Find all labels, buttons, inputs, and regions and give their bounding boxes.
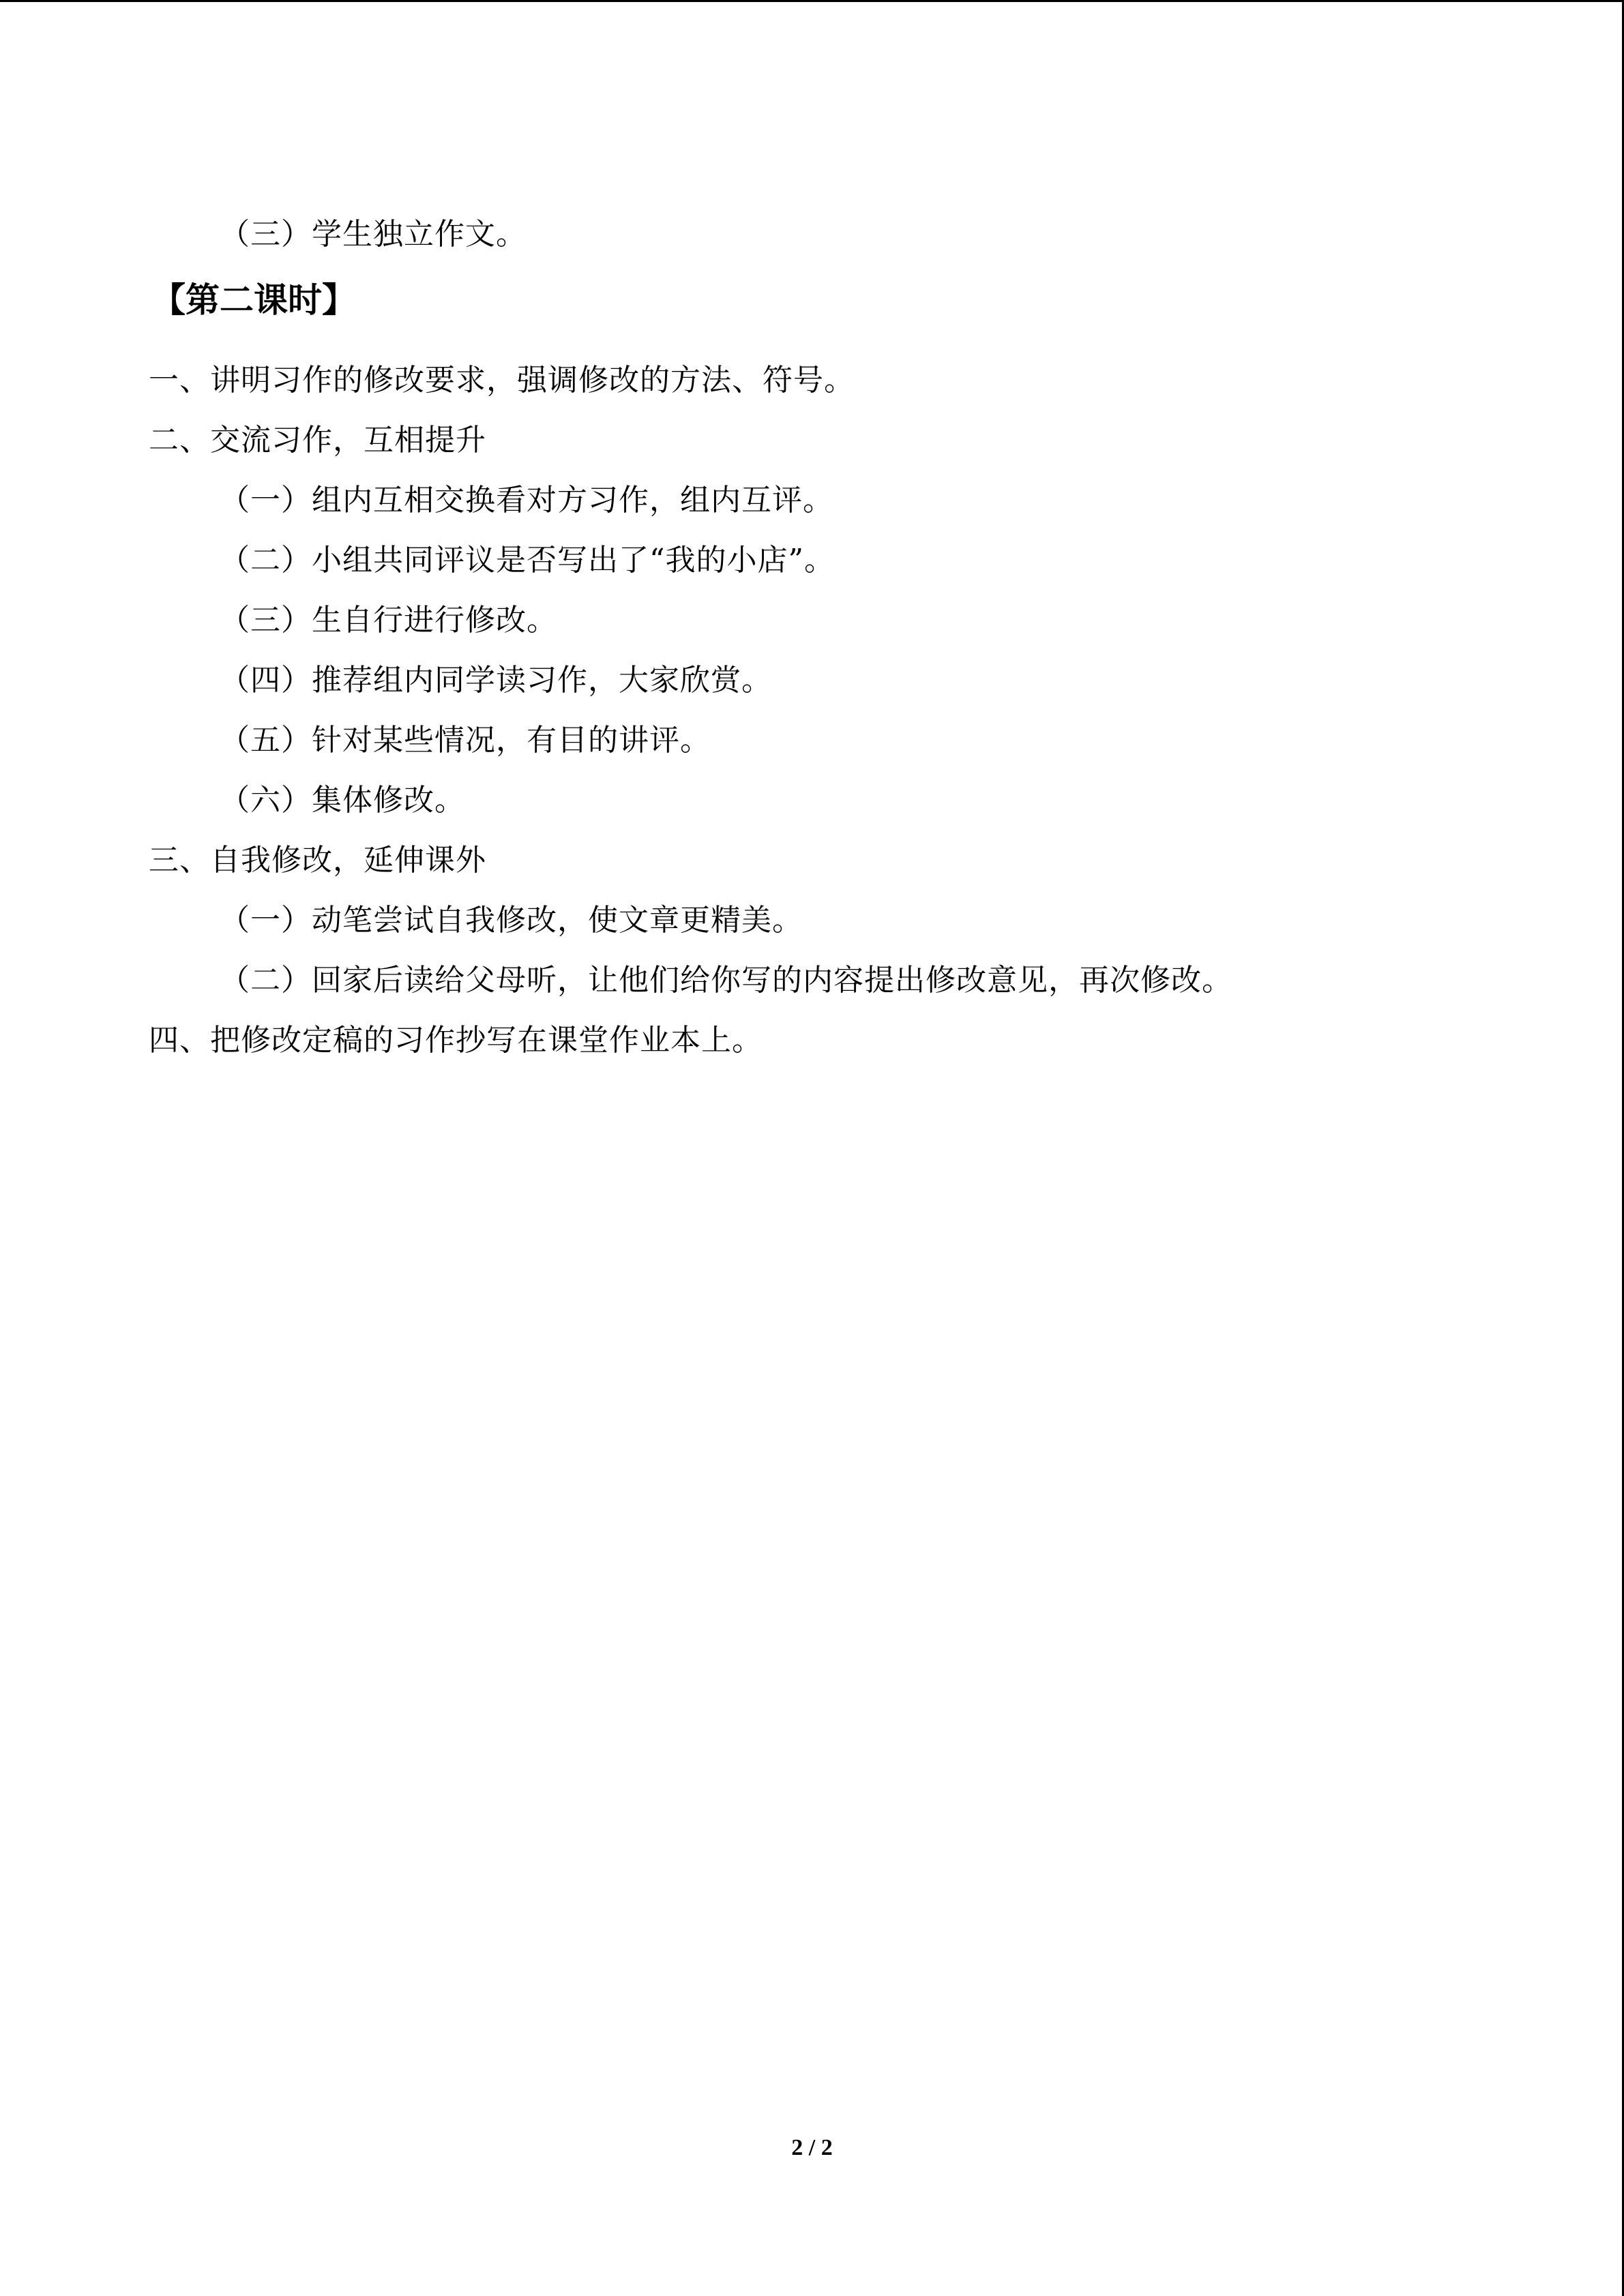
item-3-independent-writing: （三）学生独立作文。 [220, 217, 527, 252]
step-2-item-1: （一）组内互相交换看对方习作，组内互评。 [220, 483, 833, 518]
page-number: 2 / 2 [791, 2135, 833, 2160]
step-2-item-5: （五）针对某些情况，有目的讲评。 [220, 723, 711, 758]
top-border-rule [0, 0, 1624, 2]
step-3: 三、自我修改，延伸课外 [149, 843, 486, 878]
step-3-item-1: （一）动笔尝试自我修改，使文章更精美。 [220, 903, 803, 938]
step-2-item-4: （四）推荐组内同学读习作，大家欣赏。 [220, 663, 772, 698]
step-4: 四、把修改定稿的习作抄写在课堂作业本上。 [149, 1023, 763, 1058]
step-2-item-6: （六）集体修改。 [220, 783, 465, 818]
step-3-item-2: （二）回家后读给父母听，让他们给你写的内容提出修改意见，再次修改。 [220, 963, 1232, 998]
section-heading: 【第二课时】 [151, 280, 356, 320]
step-2-item-2: （二）小组共同评议是否写出了“我的小店”。 [220, 543, 835, 578]
step-2: 二、交流习作，互相提升 [149, 423, 486, 458]
step-2-item-3: （三）生自行进行修改。 [220, 603, 557, 638]
step-1: 一、讲明习作的修改要求，强调修改的方法、符号。 [149, 363, 855, 398]
